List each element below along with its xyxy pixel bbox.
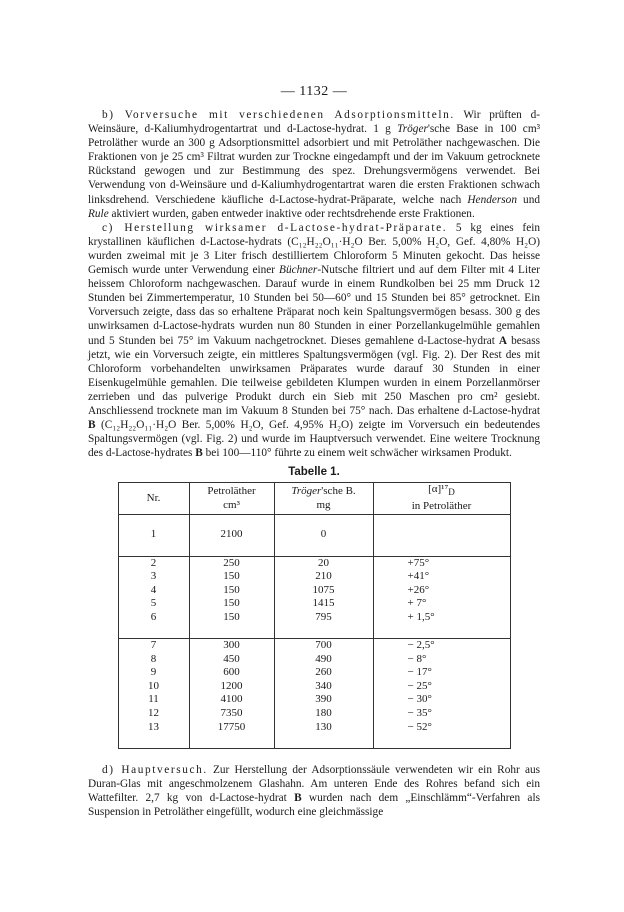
paragraph-d: d) Hauptversuch. Zur Herstellung der Adsorptionssäule verwendeten wir ein Rohr aus Duran-Glas mit angeschmolzenem Glashahn. Am unteren Ende des Rohres befand sich ein Wattefilter. 2,7 kg von d-Lactose-hydrat B wurden nach dem „Einschlämm“-Verfahren als Suspension in Petroläther eingefüllt, wodurch eine gleichmässige xyxy=(88,763,541,819)
paragraph-b: b) Vorversuche mit verschiedenen Adsorptionsmitteln. Wir prüften d-Weinsäure, d-Kaliumhydrogentartrat und d-Lactose-hydrat. 1 g Tröger'sche Base in 100 cm³ Petroläther wurde an 300 g Adsorptionsmittel adsorbiert und mit Petroläther nachgewaschen. Die Fraktionen von je 25 cm³ Filtrat wurden zur Trockne eingedampft und der im Vakuum getrocknete Rückstand gewogen und zur Bestimmung des spez. Drehungsvermögens verwendet. Bei Verwendung von d-Weinsäure und d-Kaliumhydrogentartrat waren die ersten Fraktionen schwach linksdrehend. Verschiedene käufliche d-Lactose-hydrat-Präparate, welche nach Henderson und Rule aktiviert wurden, gaben entweder inaktive oder rechtsdrehende erste Fraktionen. xyxy=(88,109,540,220)
page xyxy=(88,84,540,819)
header-nr: Nr. xyxy=(118,483,189,514)
table-row: 13 17750 130 − 52° xyxy=(118,721,510,735)
section-d-heading: d) Hauptversuch. xyxy=(102,763,208,776)
table-row: 3 150 210 +41° xyxy=(118,570,510,584)
table-header-row xyxy=(118,483,510,514)
table-row: 8 450 490 − 8° xyxy=(118,653,510,667)
section-b-heading: b) Vorversuche mit verschiedenen Adsorptionsmitteln. xyxy=(102,109,455,121)
page-number: — 1132 — xyxy=(280,84,348,99)
data-table xyxy=(118,482,511,748)
table-row: 4 150 1075 +26° xyxy=(118,584,510,598)
table-row: 1 2100 0 xyxy=(118,528,510,542)
table-row: 11 4100 390 − 30° xyxy=(118,693,510,707)
table-row: 9 600 260 − 17° xyxy=(118,666,510,680)
table-row: 10 1200 340 − 25° xyxy=(118,680,510,694)
table-row: 12 7350 180 − 35° xyxy=(118,707,510,721)
table-row: 7 300 700 − 2,5° xyxy=(118,639,510,653)
header-alpha: $[\alpha]^{17}_D$ in Petroläther xyxy=(373,483,510,514)
table-row: 5 150 1415 + 7° xyxy=(118,597,510,611)
table-row: 2 250 20 +75° xyxy=(118,556,510,570)
table-row: 6 150 795 + 1,5° xyxy=(118,611,510,625)
header-troeger: Tröger'sche B. mg xyxy=(274,483,373,514)
section-c-heading: c) Herstellung wirksamer d-Lactose-hydrat-Präparate. xyxy=(102,221,448,234)
table-caption: Tabelle 1. xyxy=(288,466,340,479)
header-petrolaether: Petroläther cm³ xyxy=(189,483,274,514)
paragraph-c: c) Herstellung wirksamer d-Lactose-hydrat-Präparate. 5 kg eines fein krystallinen käuflichen d-Lactose-hydrats (C₁₂H₂₂O₁₁·H₂O Ber. 5,00% H₂O, Gef. 4,80% H₂O) wurden zweimal mit je 3 Liter frisch destilliertem Chloroform 5 Minuten gekocht. Das heisse Gemisch wurde unter Verwendung einer Büchner-Nutsche filtriert und auf dem Filter mit 4 Liter heissem Chloroform nachgewaschen. Darauf wurde in einem Rundkolben bei 25 mm Druck 12 Stunden bei Zimmertemperatur, 10 Stunden bei 50—60° und 15 Stunden bei 85° getrocknet. Ein Vorversuch zeigte, dass das so erhaltene Präparat noch kein Spaltungsvermögen besass. 300 g des unwirksamen d-Lactose-hydrats wurden nun 80 Stunden in einer Porzellankugelmühle gemahlen und 5 Stunden bei 75° im Vakuum nachgetrocknet. Dieses gemahlene d-Lactose-hydrat A besass jetzt, wie ein Vorversuch zeigte, ein mittleres Spaltungsvermögen (vgl. Fig. 2). Der Rest des mit Chloroform vorbehandelten unwirksamen Präparates wurde darauf 30 Stunden in einer Eisenkugelmühle gemahlen. Die teilweise gebildeten Klumpen wurden in einem Porzellanmörser zerrieben und das pulverige Produkt durch ein Sieb mit 250 Maschen pro cm² gesiebt. Anschliessend trocknete man im Vakuum 8 Stunden bei 75° nach. Das erhaltene d-Lactose-hydrat B (C₁₂H₂₂O₁₁·H₂O Ber. 5,00% H₂O, Gef. 4,95% H₂O) zeigte im Vorversuch ein bedeutendes Spaltungsvermögen (vgl. Fig. 2) und wurde im Hauptversuch verwendet. Eine weitere Trocknung des d-Lactose-hydrates B bei 100—110° führte zu einem weit schwächer wirksamen Produkt. xyxy=(88,221,541,460)
